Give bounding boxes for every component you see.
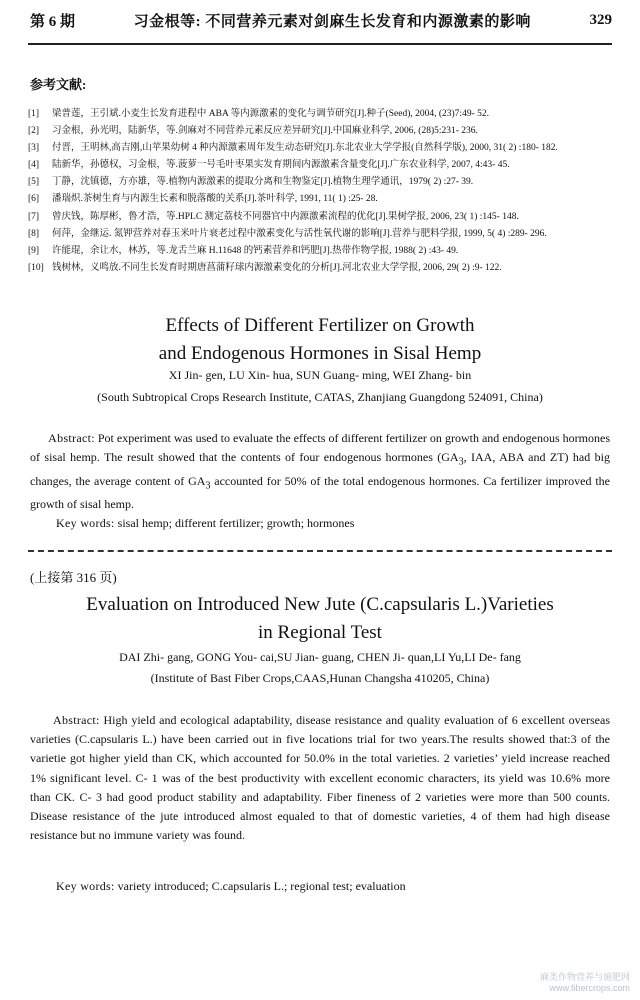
reference-item <box>28 226 618 243</box>
reference-text: 付晋，王明林,高吉刚,山苹果幼树 4 种内源激素周年发生动态研究[J].东北农业大学学报(自然科学版), 2000, 31( 2) :180- 182. <box>52 143 558 154</box>
reference-text: 许能琨，余让水，林苏，等.龙舌兰麻 H.11648 的钙素营养和钙肥[J].热带作物学报, 1988( 2) :43- 49. <box>52 245 459 256</box>
reference-number: [7] <box>28 211 40 222</box>
article1-title-line1: Effects of Different Fertilizer on Growth <box>165 315 475 336</box>
reference-number: [4] <box>28 160 40 171</box>
running-title: 习金根等: 不同营养元素对剑麻生长发育和内源激素的影响 <box>133 13 531 30</box>
keywords-label: Key words: <box>56 516 115 530</box>
reference-text: 何萍，金继运. 氮钾营养对春玉米叶片衰老过程中激素变化与活性氧代谢的影响[J].营养与肥料学报, 1999, 5( 4) :289- 296. <box>52 228 547 239</box>
reference-text: 钱树林，义鸣放.不同生长发育时期唐菖蒲籽球内源激素变化的分析[J].河北农业大学学报, 2006, 29( 2) :9- 122. <box>52 262 502 273</box>
reference-item <box>28 243 618 260</box>
reference-list <box>28 106 618 277</box>
reference-text: 潘瑞炽.茶树生育与内源生长素和脱落酸的关系[J].茶叶科学, 1991, 11( 1) :25- 28. <box>52 194 378 205</box>
abstract-label: Abstract: <box>48 431 95 445</box>
reference-number: [10] <box>28 262 44 273</box>
reference-number: [8] <box>28 228 40 239</box>
reference-text: 丁静，沈镇德，方亦雄，等.植物内源激素的提取分离和生物鉴定[J].植物生理学通讯，1979( 2) :27- 39. <box>52 177 474 188</box>
abstract-text: High yield and ecological adaptability, disease resistance and quality evaluation of 6 excellent overseas varieties (C.capsularis L.) have been carried out in five locations trial for two years.The results showed that:3 of the varietie got higher yield than CK, which accounted for 50.0% in the total varieties. 2 varieties’ yield increase reached 1% significant level. C- 1 was of the best productivity with excellent economic characters, its yield was 10.6% more than CK. C- 3 had good product stability and adaptability. Fiber fineness of 2 varieties were more than 500 counts. Disease resistance of the jute introduced almost equaled to that of domestic varieties, 4 of them had high disease resistance but no immune variety was found. <box>30 713 610 843</box>
reference-item <box>28 140 618 157</box>
article1-affiliation: (South Subtropical Crops Research Institute, CATAS, Zhanjiang Guangdong 524091, China) <box>97 390 543 404</box>
reference-number: [2] <box>28 126 40 137</box>
section-divider <box>28 550 612 552</box>
reference-text: 习金根，孙光明，陆新华，等.剑麻对不同营养元素反应差异研究[J].中国麻业科学, 2006, (28)5:231- 236. <box>52 126 478 137</box>
reference-number: [6] <box>28 194 40 205</box>
reference-item <box>28 174 618 191</box>
article1-title <box>0 312 640 368</box>
page-number: 329 <box>589 11 612 28</box>
continued-note: (上接第 316 页) <box>30 570 117 585</box>
article2-title-line1: Evaluation on Introduced New Jute (C.capsularis L.)Varieties <box>86 594 554 615</box>
watermark-line1: 麻类作物营养与施肥网 <box>539 972 630 982</box>
watermark <box>540 972 630 994</box>
watermark-line2: www.fibercrops.com <box>549 983 630 993</box>
reference-item <box>28 123 618 140</box>
reference-number: [9] <box>28 245 40 256</box>
keywords-label: Key words: <box>56 879 115 893</box>
reference-item <box>28 260 618 277</box>
abstract-text: accounted for 50% of the total endogenous hormones. Ca fertilizer improved the growth of sisal hemp. <box>30 473 610 512</box>
reference-number: [3] <box>28 143 40 154</box>
reference-text: 曾庆钱，陈厚彬，鲁才浩，等.HPLC 测定荔枝不同器官中内源激素流程的优化[J].果树学报, 2006, 23( 1) :145- 148. <box>52 211 519 222</box>
article2-abstract <box>30 711 610 845</box>
abstract-label: Abstract: <box>52 713 100 727</box>
subscript-3: 3 <box>205 480 211 492</box>
article1-authors: XI Jin- gen, LU Xin- hua, SUN Guang- ming, WEI Zhang- bin <box>168 368 472 382</box>
article2-keywords <box>56 879 406 894</box>
keywords-text: sisal hemp; different fertilizer; growth; hormones <box>114 516 355 530</box>
reference-item <box>28 191 618 208</box>
reference-text: 梁普莲，王引斌.小麦生长发育进程中 ABA 等内源激素的变化与调节研究[J].种子(Seed), 2004, (23)7:49- 52. <box>52 109 489 119</box>
article1-abstract <box>30 429 610 515</box>
abstract-text: , IAA, ABA and ZT) had big changes, the average content of GA <box>30 450 610 488</box>
keywords-text: variety introduced; C.capsularis L.; regional test; evaluation <box>114 879 406 893</box>
article1-title-line2: and Endogenous Hormones in Sisal Hemp <box>158 343 482 364</box>
reference-item <box>28 209 618 226</box>
reference-number: [5] <box>28 177 40 188</box>
abstract-text: Pot experiment was used to evaluate the effects of different fertilizer on growth and endogenous hormones of sisal hemp. The result showed that the contents of four endogenous hormones (GA <box>30 431 611 465</box>
reference-item <box>28 106 618 123</box>
page-header <box>0 0 640 40</box>
article2-affiliation: (Institute of Bast Fiber Crops,CAAS,Hunan Changsha 410205, China) <box>150 671 490 685</box>
references-heading: 参考文献: <box>30 77 87 92</box>
reference-text: 陆新华，孙德权，习金根，等.菠萝一号毛叶枣果实发育期间内源激素含量变化[J].广东农业科学, 2007, 4:43- 45. <box>52 160 510 171</box>
article2-title-line2: in Regional Test <box>258 622 382 643</box>
issue-number: 第 6 期 <box>30 13 76 30</box>
subscript-3: 3 <box>458 456 464 468</box>
article2-authors: DAI Zhi- gang, GONG You- cai,SU Jian- guang, CHEN Ji- quan,LI Yu,LI De- fang <box>119 650 521 664</box>
reference-number: [1] <box>28 109 40 119</box>
reference-item <box>28 157 618 174</box>
article1-keywords <box>56 516 354 531</box>
article2-title <box>0 591 640 647</box>
header-rule <box>28 43 612 45</box>
